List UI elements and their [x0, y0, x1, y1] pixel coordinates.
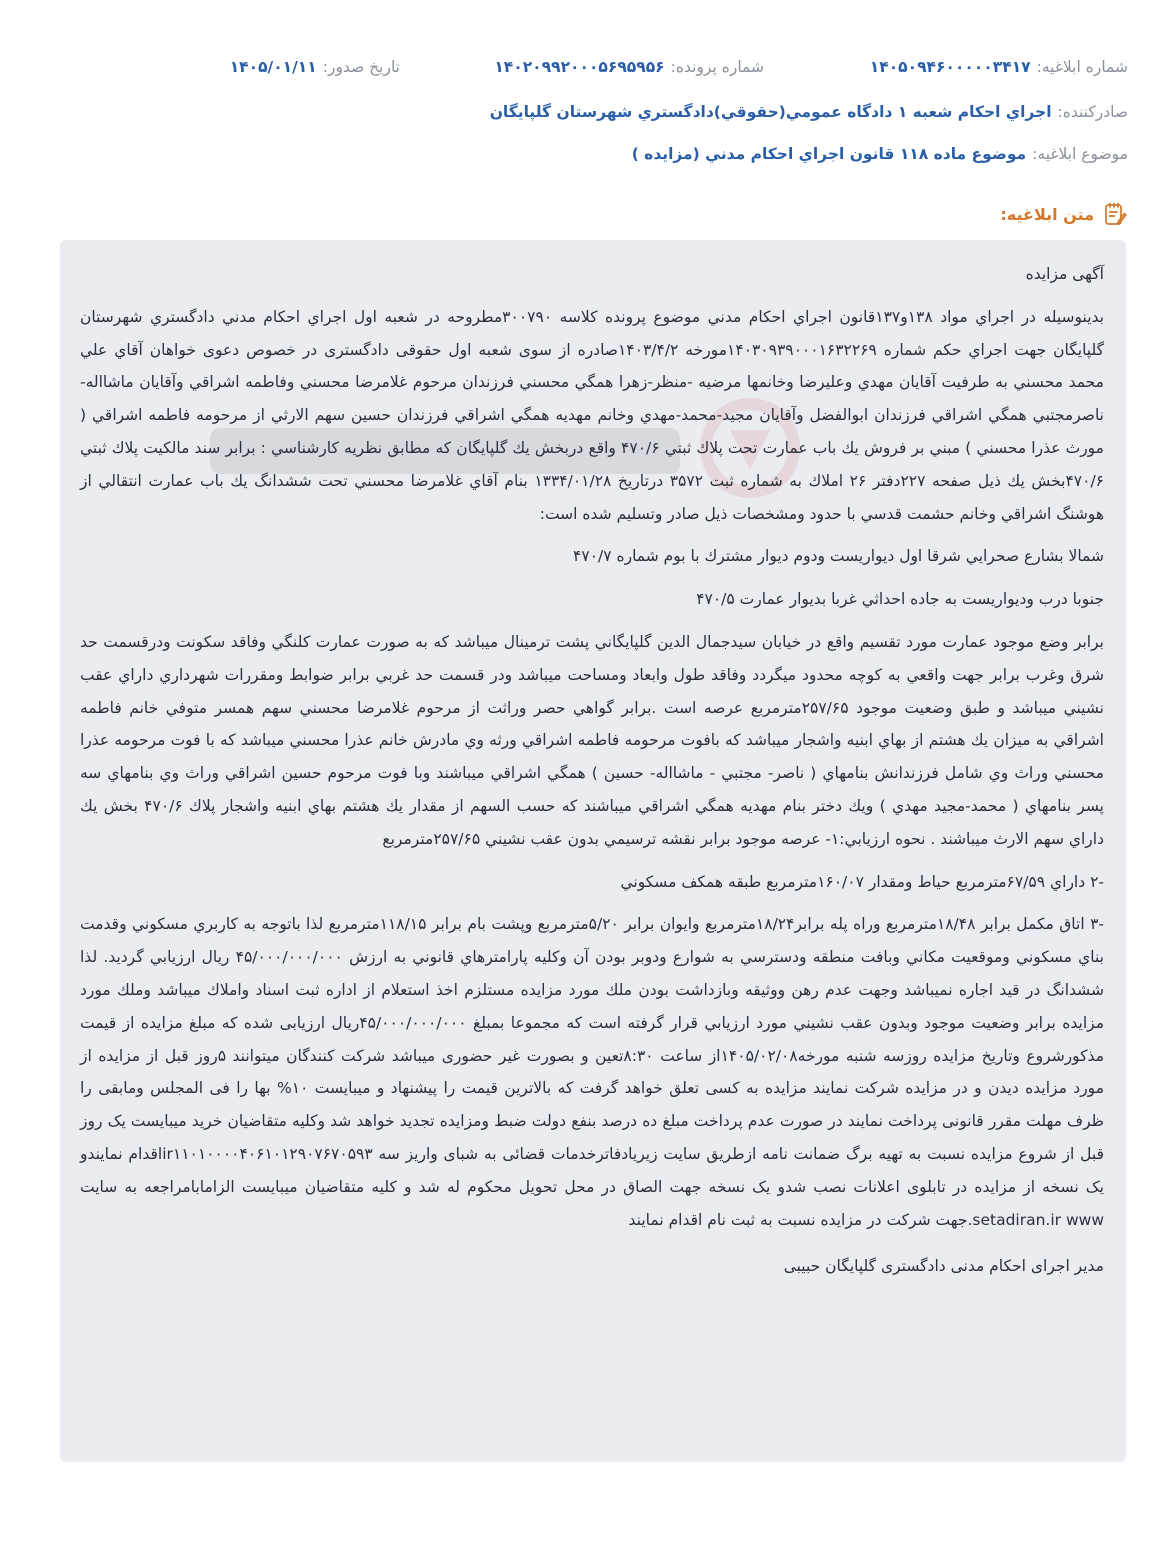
case-number-label: شماره پرونده:	[670, 58, 764, 76]
body-paragraph-4: برابر وضع موجود عمارت مورد تقسيم واقع در خيابان سيدجمال الدين گلپايگاني پشت ترمينال ميباشد كه به صورت عمارت كلنگي وفاقد سكونت ودرقسمت حد شرق وغرب برابر جهت واقعي به كوچه محدود ميگردد وفاقد طول وابعاد ومساحت ميباشد ودر قسمت حد غربي برابر ضوابط ومقررات شهرداري داراي عقب نشيني ميباشد و طبق وضعيت موجود ۲۵۷/۶۵مترمربع عرصه است .برابر گواهي حصر وراثت از مرحوم غلامرضا محسني سهم همسر متوفي خانم فاطمه اشراقي به ميزان يك هشتم از بهاي ابنيه واشجار ميباشد كه بافوت مرحومه فاطمه اشراقي ورثه وي مادرش خانم عذرا محسني ميباشد كه با فوت مرحومه عذرا محسني وراث وي شامل فرزندانش بنامهاي ( ناصر- مجتبي - ماشااله- حسين ) همگي اشراقي ميباشند وبا فوت مرحوم حسين اشراقي وراث وي بنامهاي سه پسر بنامهاي ( محمد-مجيد مهدي ) ويك دختر بنام مهديه همگي اشراقي ميباشند كه حسب السهم از مقدار يك هشتم بهاي ابنيه واشجار پلاك ۴۷۰/۶ بخش يك داراي سهم الارث ميباشند . نحوه ارزيابي:۱- عرصه موجود برابر نقشه ترسيمي بدون عقب نشيني ۲۵۷/۶۵مترمربع	[80, 632, 1104, 848]
meta-row-numbers	[40, 58, 1128, 80]
issuer-label: صادرکننده:	[1057, 103, 1128, 121]
body-paragraph-6: -۳ اتاق مكمل برابر ۱۸/۴۸مترمربع وراه پله برابر۱۸/۲۴مترمربع وايوان برابر ۵/۲۰مترمربع وپشت بام برابر ۱۱۸/۱۵مترمربع لذا باتوجه به كاربري مسكوني وقدمت بناي مسكوني وموقعيت مكاني وبافت منطقه ودسترسي به شوارع ودوبر بودن آن وكليه پارامترهاي قانوني به ارزش ۴۵/۰۰۰/۰۰۰/۰۰۰ ريال ارزيابي گرديد. لذا ششدانگ در قيد اجاره نميباشد وجهت عدم رهن ووثيقه وبازداشت بودن ملك مورد مزايده مستلزم اخذ استعلام از اداره ثبت اسناد واملاك ميباشد وملك مورد مزايده برابر وضعيت موجود وبدون عقب نشيني مورد ارزيابي قرار گرفته است كه مجموعا بمبلغ ۴۵/۰۰۰/۰۰۰/۰۰۰ريال ارزيابی شده كه مبلغ مزايده از قيمت مذكورشروع وتاريخ مزايده روزسه شنبه مورخه۱۴۰۵/۰۲/۰۸از ساعت ۸:۳۰تعين و بصورت غير حضوری ميباشد شركت كنندگان ميتوانند ۵روز قبل از مزايده از مورد مزايده ديدن و در مزايده شركت نمايند مزايده به كسی تعلق خواهد گرفت كه بالاترين قيمت را پيشنهاد و ميبايست ۱۰% بها را فی المجلس ومابقی را ظرف مهلت مقرر قانونی پرداخت نمايند در صورت عدم پرداخت مبلغ ده درصد بنفع دولت ضبط ومزايده تجديد خواهد شد وكليه متقاضيان خريد ميبايست یک روز قبل از شروع مزايده نسبت به تهيه برگ ضمانت نامه ازطريق سايت زيريادفاترخدمات قضائی به شبای واريز سه ir۱۱۰۱۰۰۰۰۴۰۶۱۰۱۲۹۰۷۶۷۰۵۹۳اقدام نمايندو يک نسخه از مزايده در تابلوی اعلانات نصب شدو يک نسخه جهت الصاق در محل تحويل محكوم له شد و كليه متقاضيان ميبايست الزامابامراجعه به سايت setadiran.ir www.جهت شركت در مزايده نسبت به ثبت نام اقدام نمايند	[80, 915, 1104, 1229]
subject-row	[40, 142, 1128, 166]
body-paragraph-5: -۲ داراي ۶۷/۵۹مترمربع حياط ومقدار ۱۶۰/۰۷مترمربع طبقه همكف مسكوني	[620, 872, 1104, 891]
body-paragraph-1: بدينوسيله در اجراي مواد ۱۳۸و۱۳۷قانون اجراي احكام مدني موضوع پرونده كلاسه ۳۰۰۷۹۰مطروحه در شعبه اول اجراي احكام مدني دادگستري شهرستان گلپايگان جهت اجراي حكم شماره ۱۴۰۳۰۹۳۹۰۰۰۱۶۳۲۲۶۹مورخه ۱۴۰۳/۴/۲صادره از سوی شعبه اول حقوقی دادگستری در خصوص دعوی خواهان آقاي علي محمد محسني به طرفيت آقايان مهدي وعليرضا وخانمها مرضيه -منظر-زهرا همگي محسني فرزندان مرحوم غلامرضا محسني وفاطمه اشراقي وآقايان ماشااله-ناصرمجتبي همگي اشراقي فرزندان ابوالفضل وآقايان مجيد-محمد-مهدي وخانم مهديه همگي اشراقي فرزندان حسين سهم الارثي از مرحومه فاطمه اشراقي ( مورث عذرا محسني ) مبني بر فروش يك باب عمارت تحت پلاك ثبتي ۴۷۰/۶ واقع دربخش يك گلپايگان كه مطابق نظريه كارشناسي : برابر سند مالكيت پلاك ثبتي ۴۷۰/۶بخش يك ذيل صفحه ۲۲۷دفتر ۲۶ املاك به شماره ثبت ۳۵۷۲ درتاريخ ۱۳۳۴/۰۱/۲۸ بنام آقاي غلامرضا محسني تحت ششدانگ يك باب عمارت انتقالي از هوشنگ اشراقي وخانم حشمت قدسي با حدود ومشخصات ذيل صادر وتسليم شده است:	[80, 307, 1104, 523]
issue-date-value: ۱۴۰۵/۰۱/۱۱	[229, 58, 317, 76]
issuer-value: اجراي احكام شعبه ۱ دادگاه عمومي(حقوقي)دادگستري شهرستان گلپايگان	[489, 103, 1052, 121]
case-number-value: ۱۴۰۲۰۹۹۲۰۰۰۵۶۹۵۹۵۶	[494, 58, 665, 76]
notice-number-value: ۱۴۰۵۰۹۴۶۰۰۰۰۰۳۴۱۷	[869, 58, 1031, 76]
subject-label: موضوع ابلاغيه:	[1032, 145, 1128, 163]
notice-number-label: شماره ابلاغيه:	[1036, 58, 1128, 76]
issue-date-field	[230, 58, 400, 76]
notice-text-heading	[1000, 201, 1128, 227]
notice-content-box	[60, 240, 1126, 1462]
issue-date-label: تاريخ صدور:	[322, 58, 400, 76]
subject-value: موضوع ماده ۱۱۸ قانون اجراي احكام مدني (مزايده )	[631, 145, 1027, 163]
notice-number-field	[870, 58, 1128, 76]
body-paragraph-2: شمالا بشارع صحرايي شرقا اول ديواريست ودوم ديوار مشترك با بوم شماره ۴۷۰/۷	[573, 547, 1104, 566]
issuer-row	[40, 100, 1128, 124]
case-number-field	[494, 58, 764, 76]
body-paragraph-3: جنوبا درب وديواريست به جاده احداثي غربا بديوار عمارت ۴۷۰/۵	[696, 590, 1104, 609]
body-signature: مدير اجرای احكام مدنی دادگستری گلپايگان حبيبی	[783, 1257, 1104, 1276]
body-heading: آگهی مزایده	[1025, 265, 1104, 283]
document-pen-icon	[1102, 201, 1128, 227]
notice-text-title: متن ابلاغيه:	[1000, 204, 1094, 224]
